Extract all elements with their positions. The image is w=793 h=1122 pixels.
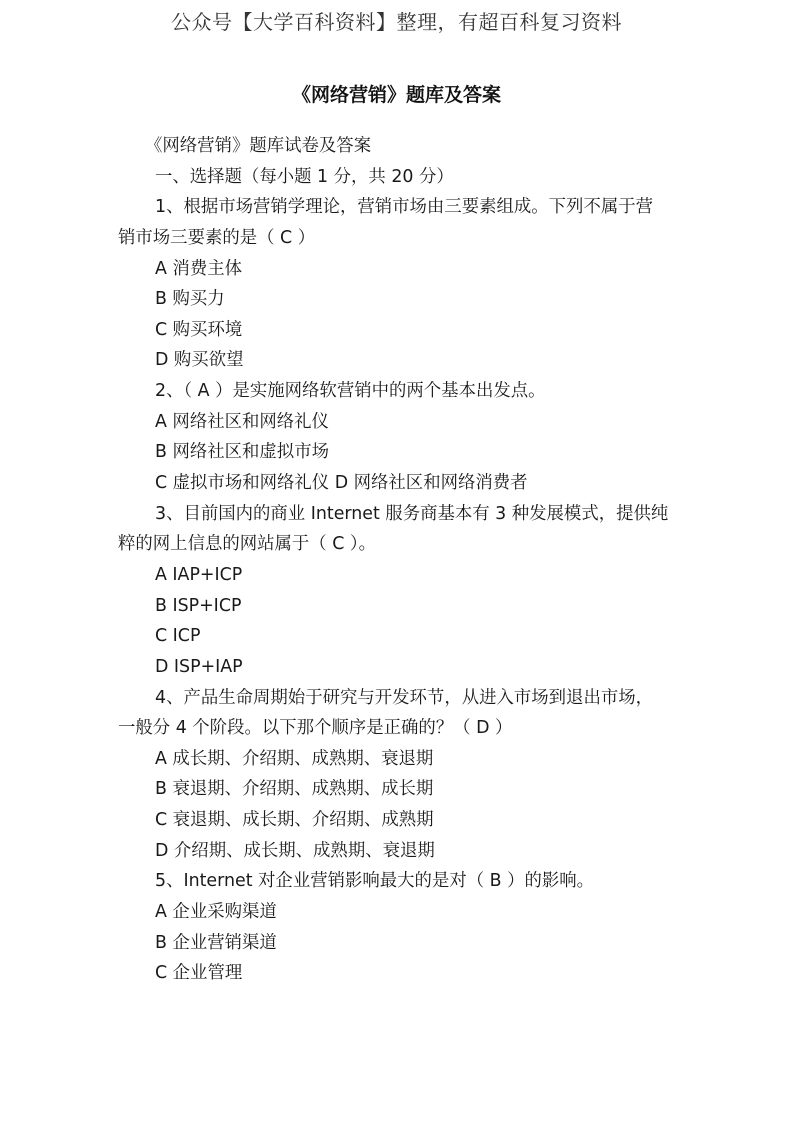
document-title: 《网络营销》题库及答案 <box>291 84 501 106</box>
option: B 衰退期、介绍期、成熟期、成长期 <box>155 779 434 800</box>
option: B ISP+ICP <box>155 595 242 616</box>
option: D ISP+IAP <box>155 656 243 677</box>
question-4: 4、产品生命周期始于研究与开发环节，从进入市场到退出市场， <box>155 687 654 708</box>
document-body <box>118 131 678 989</box>
option: A 网络社区和网络礼仪 <box>155 411 329 432</box>
option: A 企业采购渠道 <box>155 902 277 923</box>
option: B 企业营销渠道 <box>155 932 277 953</box>
option: D 购买欲望 <box>155 350 244 371</box>
option: A 成长期、介绍期、成熟期、衰退期 <box>155 748 434 769</box>
question-1-cont: 销市场三要素的是（ C ） <box>118 227 316 248</box>
option: A 消费主体 <box>155 258 242 279</box>
option: C 虚拟市场和网络礼仪 D 网络社区和网络消费者 <box>155 473 528 494</box>
page-header: 公众号【大学百科资料】整理，有超百科复习资料 <box>171 10 622 34</box>
option: B 网络社区和虚拟市场 <box>155 442 329 463</box>
option: B 购买力 <box>155 289 225 310</box>
question-3-cont: 粹的网上信息的网站属于（ C ）。 <box>118 534 376 555</box>
question-5: 5、Internet 对企业营销影响最大的是对（ B ）的影响。 <box>155 871 595 892</box>
question-3: 3、目前国内的商业 Internet 服务商基本有 3 种发展模式，提供纯 <box>155 503 669 524</box>
option: C 衰退期、成长期、介绍期、成熟期 <box>155 810 434 831</box>
option: D 介绍期、成长期、成熟期、衰退期 <box>155 840 435 861</box>
question-4-cont: 一般分 4 个阶段。以下那个顺序是正确的？（ D ） <box>118 718 513 739</box>
subtitle: 《网络营销》题库试卷及答案 <box>145 136 372 156</box>
option: C ICP <box>155 626 201 647</box>
question-1: 1、根据市场营销学理论，营销市场由三要素组成。下列不属于营 <box>155 197 654 218</box>
option: A IAP+ICP <box>155 564 243 585</box>
question-2: 2、（ A ）是实施网络软营销中的两个基本出发点。 <box>155 381 546 402</box>
option: C 企业管理 <box>155 963 243 984</box>
section-heading: 一、选择题（每小题 1 分，共 20 分） <box>155 166 454 187</box>
option: C 购买环境 <box>155 319 243 340</box>
